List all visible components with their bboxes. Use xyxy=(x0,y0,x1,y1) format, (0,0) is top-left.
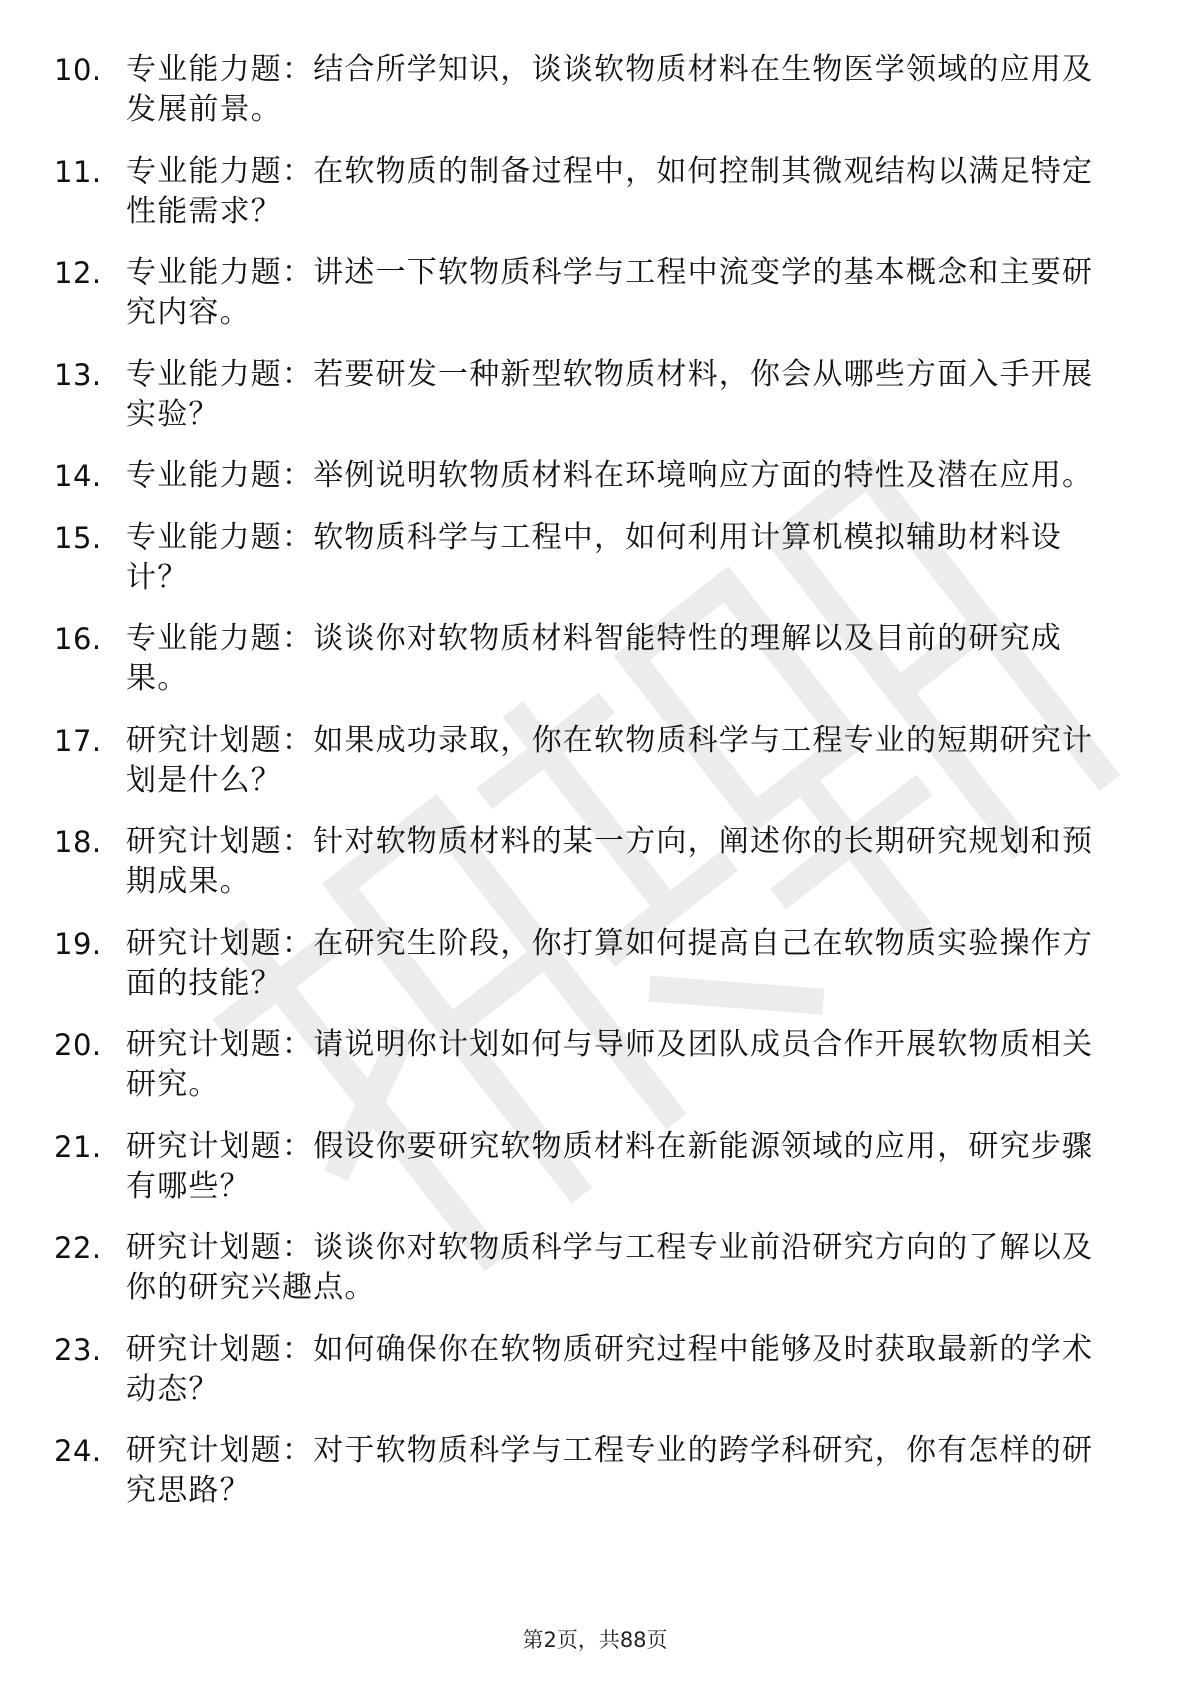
question-text: 讲述一下软物质科学与工程中流变学的基本概念和主要研究内容。 xyxy=(126,255,1094,330)
question-number: 11. xyxy=(54,154,102,189)
question-text: 假设你要研究软物质材料在新能源领域的应用，研究步骤有哪些？ xyxy=(126,1128,1094,1204)
question-body xyxy=(126,924,1104,1004)
question-category: 研究计划题： xyxy=(126,1027,314,1062)
page-number-footer: 第2页，共88页 xyxy=(522,1628,668,1652)
question-number: 21. xyxy=(54,1129,102,1164)
question-number: 18. xyxy=(54,825,102,859)
question-category: 专业能力题： xyxy=(126,52,314,87)
question-item xyxy=(54,253,1104,333)
question-category: 专业能力题： xyxy=(126,356,314,392)
question-list xyxy=(54,50,1104,1533)
question-body xyxy=(126,355,1104,435)
question-category: 专业能力题： xyxy=(126,458,314,493)
question-body xyxy=(126,50,1104,130)
question-item xyxy=(54,1330,1104,1410)
question-category: 研究计划题： xyxy=(126,925,314,961)
question-number: 10. xyxy=(54,53,102,87)
question-text: 对于软物质科学与工程专业的跨学科研究，你有怎样的研究思路？ xyxy=(126,1433,1094,1508)
question-item xyxy=(54,1025,1104,1105)
question-text: 举例说明软物质材料在环境响应方面的特性及潜在应用。 xyxy=(313,458,1094,493)
question-number: 16. xyxy=(54,622,102,656)
question-text: 谈谈你对软物质科学与工程专业前沿研究方向的了解以及你的研究兴趣点。 xyxy=(126,1230,1094,1305)
question-number: 15. xyxy=(54,520,102,555)
question-category: 专业能力题： xyxy=(126,255,314,290)
question-item xyxy=(54,924,1104,1004)
question-item xyxy=(54,1228,1104,1308)
question-body xyxy=(126,1228,1104,1308)
question-number: 19. xyxy=(54,926,102,961)
question-item xyxy=(54,355,1104,435)
question-category: 专业能力题： xyxy=(126,153,314,189)
question-item xyxy=(54,721,1104,801)
question-category: 研究计划题： xyxy=(126,1128,314,1164)
question-item xyxy=(54,619,1104,699)
question-number: 14. xyxy=(54,459,102,493)
question-body xyxy=(126,822,1104,902)
question-item xyxy=(54,518,1104,598)
question-category: 研究计划题： xyxy=(126,1331,314,1367)
question-number: 12. xyxy=(54,256,102,290)
question-text: 如何确保你在软物质研究过程中能够及时获取最新的学术动态？ xyxy=(126,1331,1094,1407)
question-category: 研究计划题： xyxy=(126,1230,314,1265)
question-body xyxy=(126,1025,1104,1105)
question-item xyxy=(54,456,1104,496)
question-category: 专业能力题： xyxy=(126,621,314,656)
question-text: 若要研发一种新型软物质材料，你会从哪些方面入手开展实验？ xyxy=(126,356,1094,432)
question-text: 谈谈你对软物质材料智能特性的理解以及目前的研究成果。 xyxy=(126,621,1063,696)
question-body xyxy=(126,1431,1104,1511)
question-text: 在软物质的制备过程中，如何控制其微观结构以满足特定性能需求？ xyxy=(126,153,1094,229)
question-text: 结合所学知识，谈谈软物质材料在生物医学领域的应用及发展前景。 xyxy=(126,52,1094,127)
question-body xyxy=(126,1127,1104,1207)
question-number: 17. xyxy=(54,723,102,758)
question-text: 针对软物质材料的某一方向，阐述你的长期研究规划和预期成果。 xyxy=(126,824,1094,899)
question-body xyxy=(126,456,1104,496)
question-category: 研究计划题： xyxy=(126,824,314,859)
question-body xyxy=(126,518,1104,598)
question-number: 24. xyxy=(54,1434,102,1468)
question-item xyxy=(54,50,1104,130)
question-number: 22. xyxy=(54,1231,102,1265)
question-body xyxy=(126,152,1104,232)
question-body xyxy=(126,1330,1104,1410)
question-category: 研究计划题： xyxy=(126,1433,314,1468)
question-item xyxy=(54,1431,1104,1511)
question-text: 在研究生阶段，你打算如何提高自己在软物质实验操作方面的技能？ xyxy=(126,925,1094,1001)
question-category: 研究计划题： xyxy=(126,722,314,758)
question-category: 专业能力题： xyxy=(126,519,314,555)
question-item xyxy=(54,1127,1104,1207)
question-text: 请说明你计划如何与导师及团队成员合作开展软物质相关研究。 xyxy=(126,1027,1094,1102)
question-body xyxy=(126,253,1104,333)
question-item xyxy=(54,152,1104,232)
question-text: 软物质科学与工程中，如何利用计算机模拟辅助材料设计？ xyxy=(126,519,1063,595)
question-body xyxy=(126,721,1104,801)
question-number: 13. xyxy=(54,357,102,392)
question-item xyxy=(54,822,1104,902)
question-text: 如果成功录取，你在软物质科学与工程专业的短期研究计划是什么？ xyxy=(126,722,1094,798)
question-number: 23. xyxy=(54,1332,102,1367)
question-body xyxy=(126,619,1104,699)
question-number: 20. xyxy=(54,1028,102,1062)
